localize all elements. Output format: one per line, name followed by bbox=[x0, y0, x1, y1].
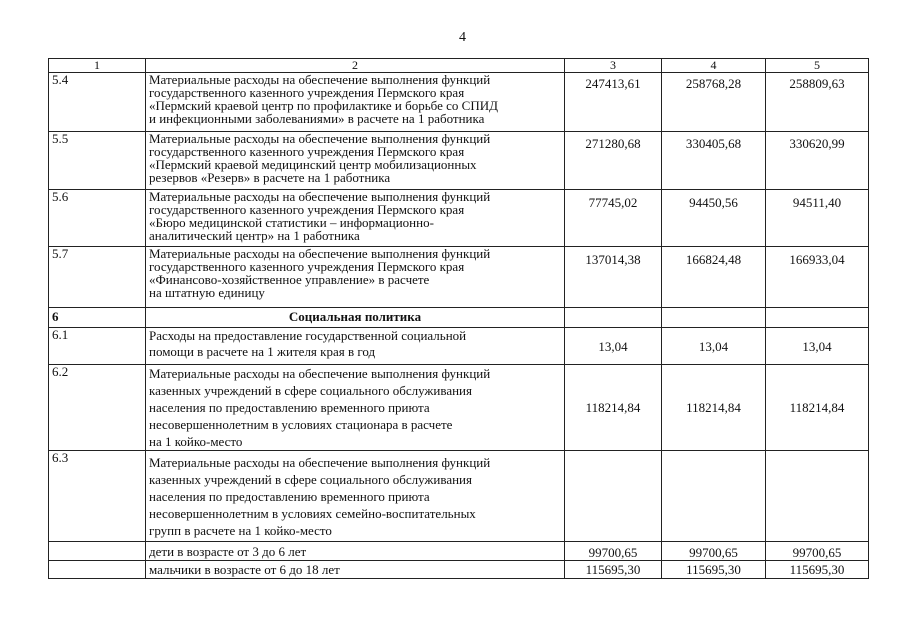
value-col4: 118214,84 bbox=[662, 365, 766, 451]
value-col3: 137014,38 bbox=[565, 247, 662, 308]
value-col3: 247413,61 bbox=[565, 73, 662, 132]
table-row bbox=[49, 451, 869, 542]
value-col5: 330620,99 bbox=[766, 132, 869, 190]
row-description-text: дети в возрасте от 3 до 6 лет bbox=[149, 544, 307, 559]
empty-cell bbox=[662, 308, 766, 328]
row-description-text: Материальные расходы на обеспечение выполнения функций государственного казенного учреждения Пермского края «Пермский краевой центр по профилактике и борьбе со СПИД и инфекционными заболеваниями» в расчете на 1 работника bbox=[149, 72, 498, 126]
row-number: 6.1 bbox=[49, 328, 146, 365]
section-row bbox=[49, 308, 869, 328]
table-row bbox=[49, 190, 869, 247]
empty-cell bbox=[766, 308, 869, 328]
row-number: 5.6 bbox=[49, 190, 146, 247]
page-number: 4 bbox=[459, 30, 466, 45]
value-col4: 258768,28 bbox=[662, 73, 766, 132]
row-number bbox=[49, 542, 146, 561]
value-col3 bbox=[565, 451, 662, 542]
row-number: 5.7 bbox=[49, 247, 146, 308]
row-number bbox=[49, 561, 146, 579]
value-col5: 94511,40 bbox=[766, 190, 869, 247]
row-description-text: Материальные расходы на обеспечение выполнения функций государственного казенного учреждения Пермского края «Пермский краевой медицинский центр мобилизационных резервов «Резерв» в расчете на 1 работника bbox=[149, 131, 491, 185]
row-description-text: Расходы на предоставление государственной социальной помощи в расчете на 1 жителя края в год bbox=[149, 328, 467, 359]
value-col3: 271280,68 bbox=[565, 132, 662, 190]
value-col4: 99700,65 bbox=[662, 542, 766, 561]
value-col5: 13,04 bbox=[766, 328, 869, 365]
table-row bbox=[49, 561, 869, 579]
column-header: 3 bbox=[565, 59, 662, 73]
row-number: 6.3 bbox=[49, 451, 146, 542]
value-col3: 13,04 bbox=[565, 328, 662, 365]
row-description bbox=[146, 132, 565, 190]
value-col5: 118214,84 bbox=[766, 365, 869, 451]
row-description-text: Материальные расходы на обеспечение выполнения функций государственного казенного учреждения Пермского края «Бюро медицинской статистики – информационно- аналитический центр» на 1 работника bbox=[149, 189, 491, 243]
row-description-text: Материальные расходы на обеспечение выполнения функций казенных учреждений в сфере социального обслуживания населения по предоставлению временного приюта несовершеннолетним в условиях стационара в расчете на 1 койко-место bbox=[149, 366, 491, 449]
row-description-text: Материальные расходы на обеспечение выполнения функций казенных учреждений в сфере социального обслуживания населения по предоставлению временного приюта несовершеннолетним в условиях семейно-воспитательных групп в расчете на 1 койко-место bbox=[149, 455, 491, 538]
table-row bbox=[49, 365, 869, 451]
value-col4 bbox=[662, 451, 766, 542]
value-col4: 115695,30 bbox=[662, 561, 766, 579]
row-description bbox=[146, 542, 565, 561]
value-col3: 77745,02 bbox=[565, 190, 662, 247]
row-description bbox=[146, 328, 565, 365]
row-number: 5.4 bbox=[49, 73, 146, 132]
value-col4: 166824,48 bbox=[662, 247, 766, 308]
column-header: 1 bbox=[49, 59, 146, 73]
row-description bbox=[146, 451, 565, 542]
column-header: 4 bbox=[662, 59, 766, 73]
value-col5: 115695,30 bbox=[766, 561, 869, 579]
value-col5: 258809,63 bbox=[766, 73, 869, 132]
row-description bbox=[146, 561, 565, 579]
value-col3: 118214,84 bbox=[565, 365, 662, 451]
table-row bbox=[49, 328, 869, 365]
section-number: 6 bbox=[49, 308, 146, 328]
value-col4: 330405,68 bbox=[662, 132, 766, 190]
value-col5 bbox=[766, 451, 869, 542]
table-row bbox=[49, 132, 869, 190]
value-col4: 94450,56 bbox=[662, 190, 766, 247]
row-description bbox=[146, 365, 565, 451]
row-description-text: Материальные расходы на обеспечение выполнения функций государственного казенного учреждения Пермского края «Финансово-хозяйственное управление» в расчете на штатную единицу bbox=[149, 246, 491, 300]
value-col3: 115695,30 bbox=[565, 561, 662, 579]
value-col5: 99700,65 bbox=[766, 542, 869, 561]
value-col3: 99700,65 bbox=[565, 542, 662, 561]
value-col5: 166933,04 bbox=[766, 247, 869, 308]
row-number: 5.5 bbox=[49, 132, 146, 190]
row-description bbox=[146, 247, 565, 308]
row-number: 6.2 bbox=[49, 365, 146, 451]
column-header: 5 bbox=[766, 59, 869, 73]
table-header-row bbox=[49, 59, 869, 73]
table-row bbox=[49, 73, 869, 132]
empty-cell bbox=[565, 308, 662, 328]
row-description bbox=[146, 73, 565, 132]
table-row bbox=[49, 542, 869, 561]
row-description-text: мальчики в возрасте от 6 до 18 лет bbox=[149, 562, 340, 577]
table-row bbox=[49, 247, 869, 308]
column-header: 2 bbox=[146, 59, 565, 73]
section-title: Социальная политика bbox=[146, 308, 565, 328]
row-description bbox=[146, 190, 565, 247]
document-table bbox=[48, 58, 869, 579]
value-col4: 13,04 bbox=[662, 328, 766, 365]
